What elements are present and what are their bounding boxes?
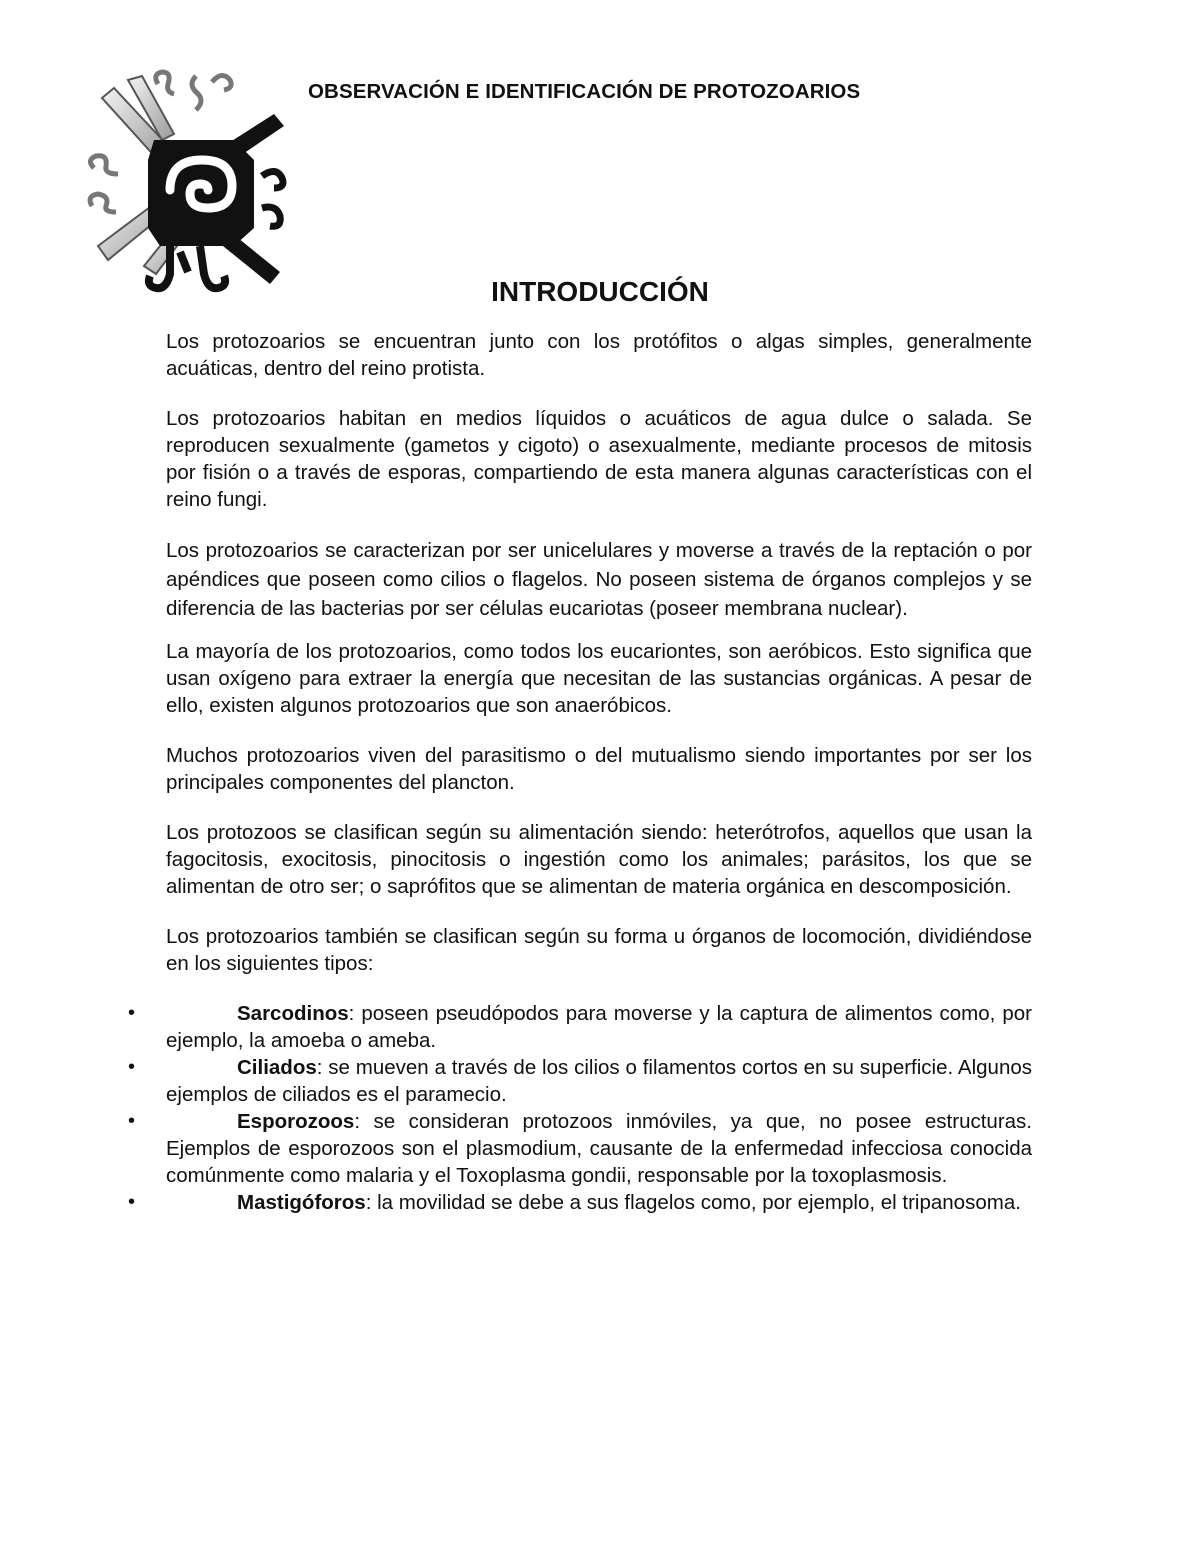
bullet-icon: • <box>128 1110 136 1132</box>
list-item <box>128 1000 1032 1054</box>
type-description: : se consideran protozoos inmóviles, ya que, no posee estructuras. Ejemplos de esporozoos son el plasmodium, causante de la enfermedad infecciosa conocida comúnmente como malaria y el Toxoplasma gondii, responsable por la toxoplasmosis. <box>166 1110 1032 1187</box>
section-heading: INTRODUCCIÓN <box>491 276 709 307</box>
document-body <box>128 328 1032 1216</box>
protozoa-types-list <box>128 1000 1032 1216</box>
type-term: Sarcodinos <box>237 1002 349 1025</box>
paragraph: Los protozoarios se caracterizan por ser unicelulares y moverse a través de la reptación o por apéndices que poseen como cilios o flagelos. No poseen sistema de órganos complejos y se diferencia de las bacterias por ser células eucariotas (poseer membrana nuclear). <box>166 539 1032 620</box>
type-term: Mastigóforos <box>237 1191 366 1214</box>
paragraph: Los protozoarios también se clasifican según su forma u órganos de locomoción, dividiéndose en los siguientes tipos: <box>166 925 1032 975</box>
bullet-icon: • <box>128 1191 136 1213</box>
paragraph: La mayoría de los protozoarios, como todos los eucariontes, son aeróbicos. Esto significa que usan oxígeno para extraer la energía que necesitan de las sustancias orgánicas. A pesar de ello, existen algunos protozoarios que son anaeróbicos. <box>166 640 1032 717</box>
bullet-icon: • <box>128 1002 136 1024</box>
list-item <box>128 1054 1032 1108</box>
list-item <box>128 1108 1032 1189</box>
bullet-icon: • <box>128 1056 136 1078</box>
type-term: Ciliados <box>237 1056 317 1079</box>
paragraph: Los protozoarios se encuentran junto con los protófitos o algas simples, generalmente acuáticas, dentro del reino protista. <box>166 330 1032 380</box>
paragraph: Los protozoarios habitan en medios líquidos o acuáticos de agua dulce o salada. Se reproducen sexualmente (gametos y cigoto) o asexualmente, mediante procesos de mitosis por fisión o a través de esporas, compartiendo de esta manera algunas características con el reino fungi. <box>166 407 1032 511</box>
document-title: OBSERVACIÓN E IDENTIFICACIÓN DE PROTOZOARIOS <box>308 80 861 103</box>
type-description: : la movilidad se debe a sus flagelos como, por ejemplo, el tripanosoma. <box>365 1191 1021 1214</box>
type-term: Esporozoos <box>237 1110 355 1133</box>
type-description: : poseen pseudópodos para moverse y la captura de alimentos como, por ejemplo, la amoeba o ameba. <box>166 1002 1032 1052</box>
paragraph: Muchos protozoarios viven del parasitismo o del mutualismo siendo importantes por ser los principales componentes del plancton. <box>166 744 1032 794</box>
paragraph: Los protozoos se clasifican según su alimentación siendo: heterótrofos, aquellos que usan la fagocitosis, exocitosis, pinocitosis o ingestión como los animales; parásitos, los que se alimentan de otro ser; o saprófitos que se alimentan de materia orgánica en descomposición. <box>166 821 1032 898</box>
mayan-glyph-logo-icon <box>84 68 306 308</box>
list-item <box>128 1189 1032 1216</box>
type-description: : se mueven a través de los cilios o filamentos cortos en su superficie. Algunos ejemplos de ciliados es el paramecio. <box>166 1056 1032 1106</box>
